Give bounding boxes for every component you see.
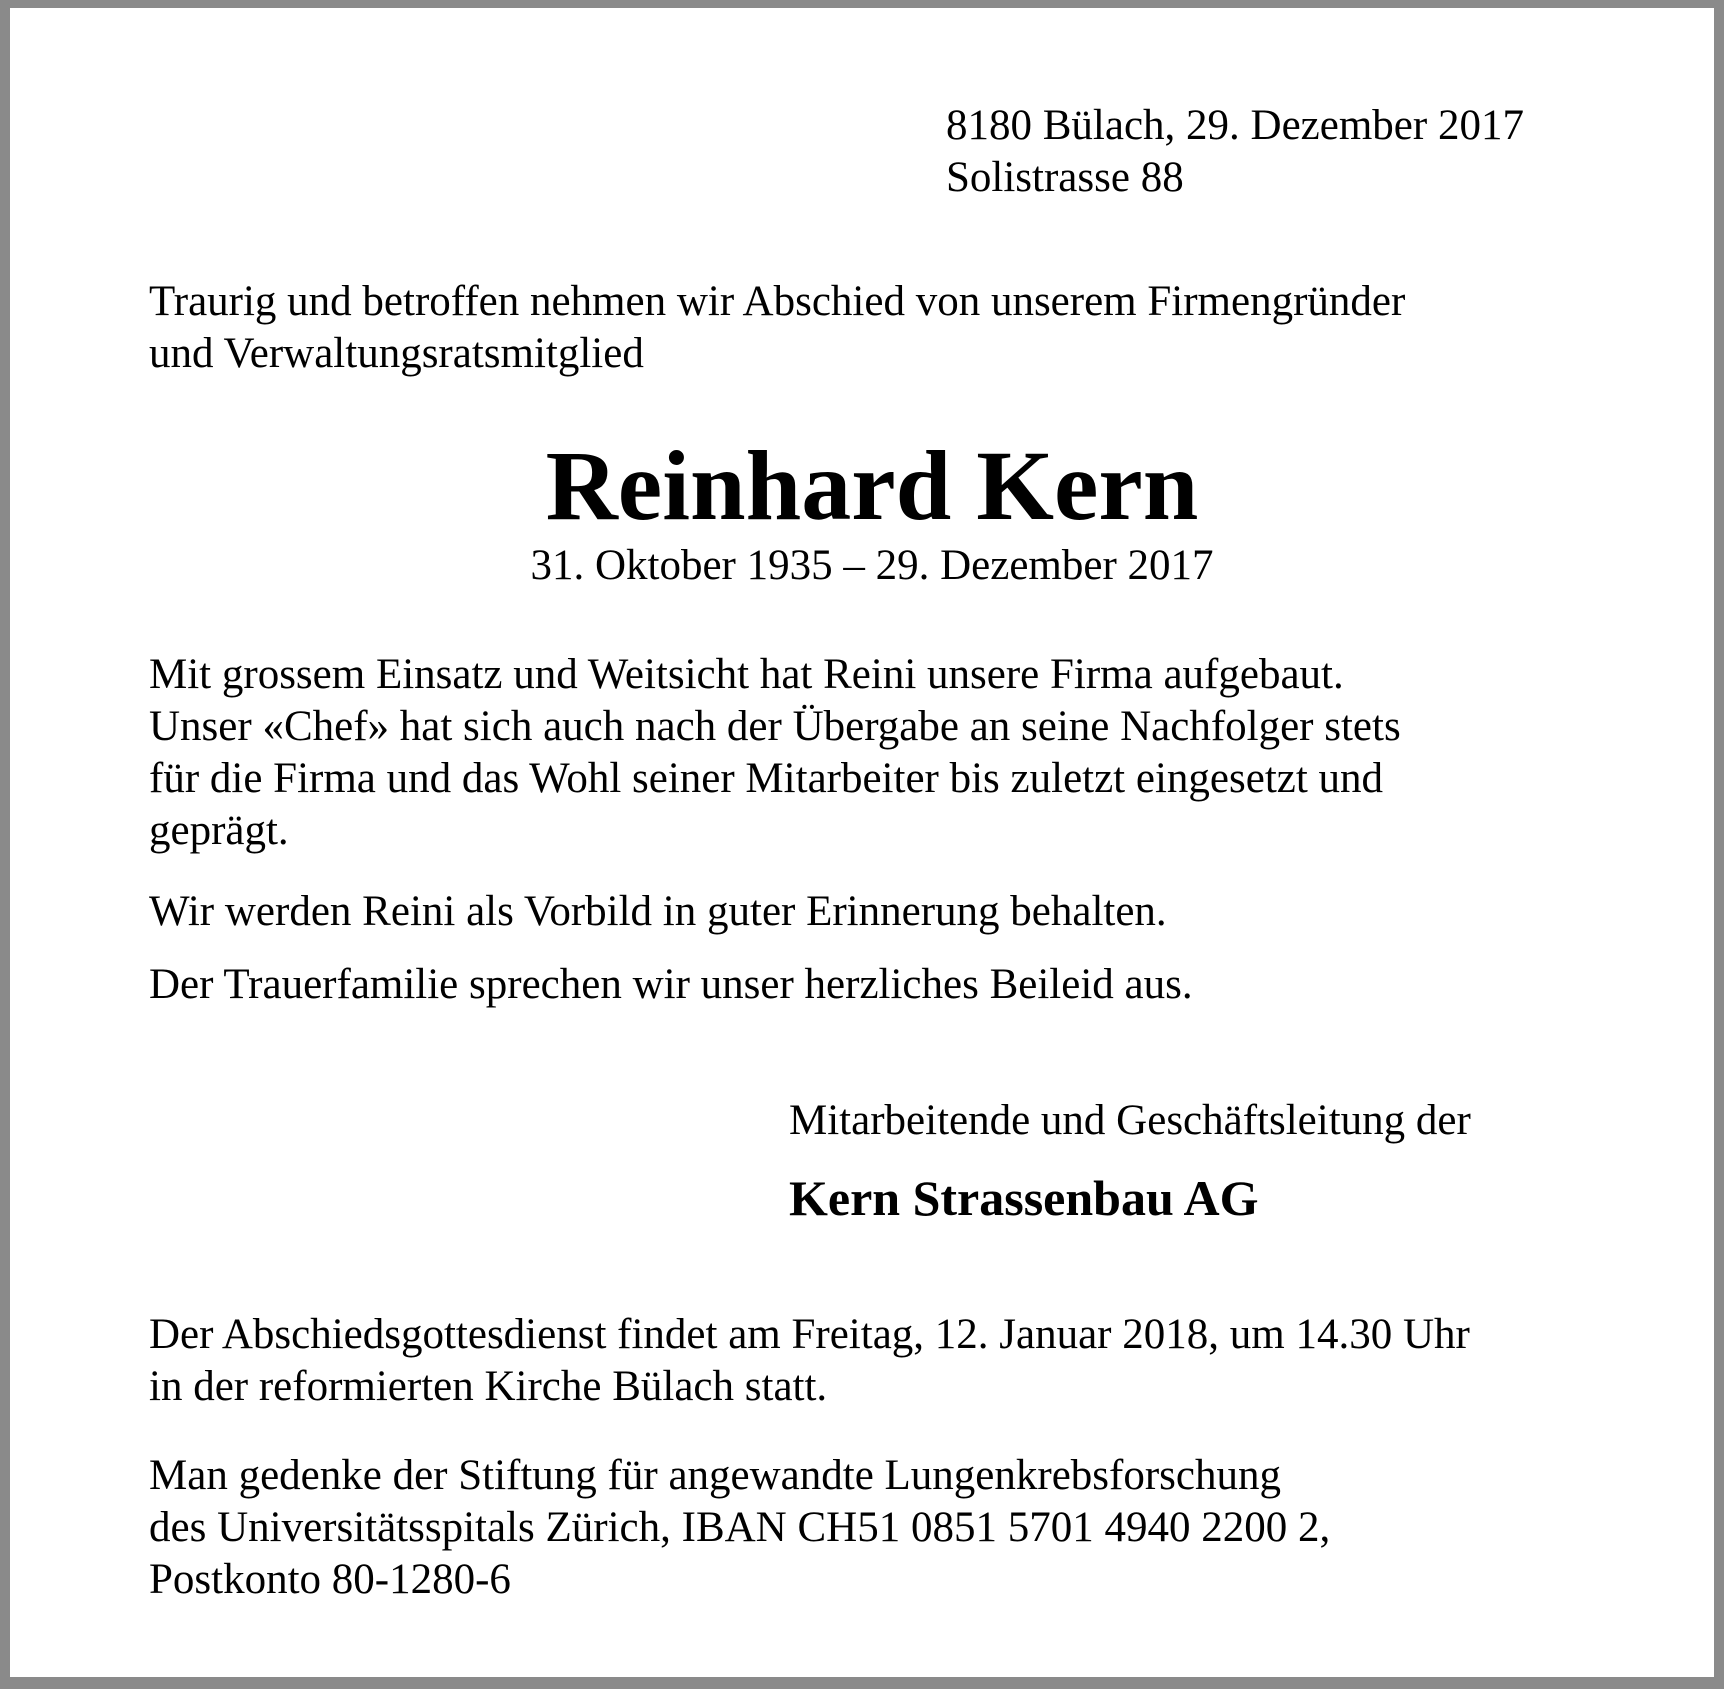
service-line: Der Abschiedsgottesdienst findet am Freitag, 12. Januar 2018, um 14.30 Uhr [149, 1311, 1470, 1358]
tribute-line: Mit grossem Einsatz und Weitsicht hat Reini unsere Firma aufgebaut. [149, 651, 1344, 698]
tribute-line: geprägt. [149, 807, 289, 854]
donation-line: des Universitätsspitals Zürich, IBAN CH51 0851 5701 4940 2200 2, [149, 1504, 1331, 1551]
tribute-paragraph [149, 649, 1401, 857]
donation-line: Man gedenke der Stiftung für angewandte Lungenkrebsforschung [149, 1452, 1281, 1499]
company-name: Kern Strassenbau AG [789, 1170, 1259, 1226]
intro-line: und Verwaltungsratsmitglied [149, 330, 644, 377]
sender-address [946, 100, 1524, 204]
intro-line: Traurig und betroffen nehmen wir Abschied von unserem Firmengründer [149, 278, 1406, 325]
deceased-name: Reinhard Kern [545, 430, 1199, 541]
donation-line: Postkonto 80-1280-6 [149, 1556, 511, 1603]
tribute-line: Unser «Chef» hat sich auch nach der Übergabe an seine Nachfolger stets [149, 703, 1401, 750]
condolence-sentence: Der Trauerfamilie sprechen wir unser herzliches Beileid aus. [149, 961, 1193, 1008]
service-line: in der reformierten Kirche Bülach statt. [149, 1363, 828, 1410]
street-address: Solistrasse 88 [946, 154, 1184, 201]
service-notice [149, 1309, 1470, 1413]
intro-paragraph [149, 276, 1405, 380]
life-dates: 31. Oktober 1935 – 29. Dezember 2017 [530, 542, 1214, 589]
tribute-line: für die Firma und das Wohl seiner Mitarbeiter bis zuletzt eingesetzt und [149, 755, 1384, 802]
place-date: 8180 Bülach, 29. Dezember 2017 [946, 102, 1524, 149]
signature-line: Mitarbeitende und Geschäftsleitung der [789, 1097, 1471, 1144]
donation-notice [149, 1450, 1330, 1606]
memory-sentence: Wir werden Reini als Vorbild in guter Erinnerung behalten. [149, 888, 1167, 935]
